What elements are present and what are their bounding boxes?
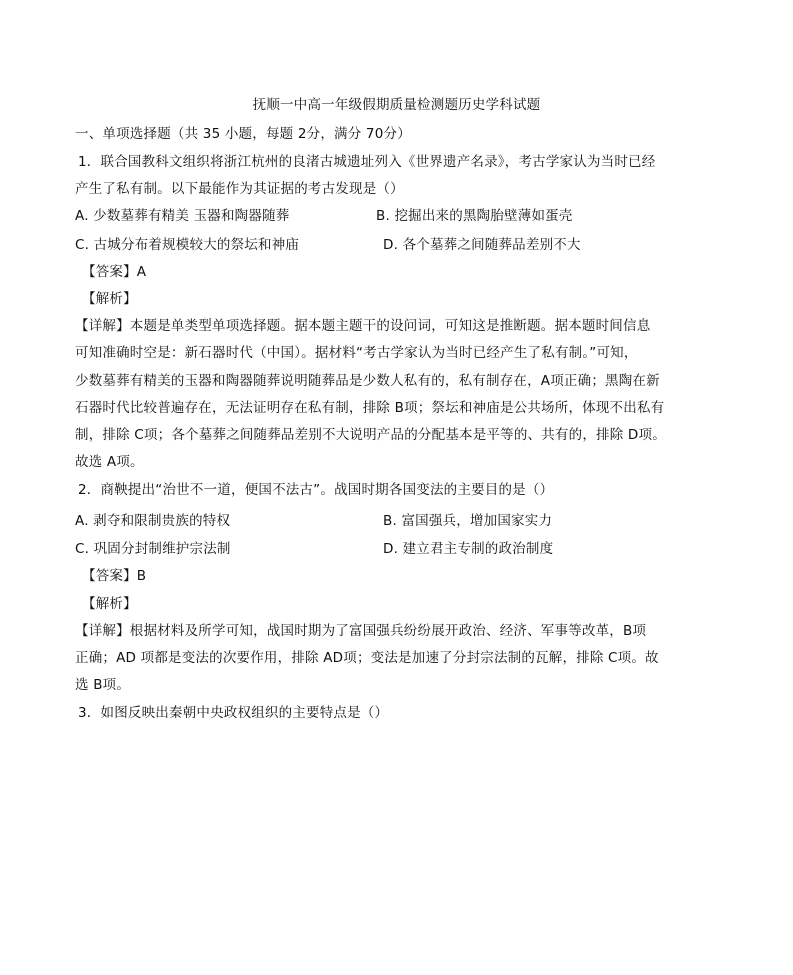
section-heading: 一、单项选择题（共 35 小题，每题 2分，满分 70分）: [75, 126, 411, 142]
q1-detail-line-3: 少数墓葬有精美的玉器和陶器随葬说明随葬品是少数人私有的，私有制存在，A项正确；黑陶在新: [75, 373, 660, 389]
q2-option-c: C. 巩固分封制维护宗法制: [75, 541, 231, 557]
q2-detail-line-1: 【详解】根据材料及所学可知，战国时期为了富国强兵纷纷展开政治、经济、军事等改革，B项: [75, 623, 647, 639]
q1-detail-line-6: 故选 A项。: [75, 454, 144, 470]
q1-detail-line-5: 制，排除 C项；各个墓葬之间随葬品差别不大说明产品的分配基本是平等的、共有的，排除 D项。: [75, 427, 666, 443]
q2-stem: 2．商鞅提出“治世不一道，便国不法古”。战国时期各国变法的主要目的是（）: [78, 482, 554, 498]
q1-stem-line-2: 产生了私有制。以下最能作为其证据的考古发现是（）: [75, 181, 404, 197]
q2-option-b: B. 富国强兵，增加国家实力: [383, 513, 553, 529]
q2-analysis-label: 【解析】: [82, 596, 137, 612]
q1-stem-line-1: 1．联合国教科文组织将浙江杭州的良渚古城遗址列入《世界遗产名录》，考古学家认为当时已经: [78, 154, 656, 170]
q2-option-a: A. 剥夺和限制贵族的特权: [75, 513, 231, 529]
q2-option-d: D. 建立君主专制的政治制度: [383, 541, 554, 557]
q1-detail-line-4: 石器时代比较普遍存在，无法证明存在私有制，排除 B项；祭坛和神庙是公共场所，体现不出私有: [75, 400, 665, 416]
q1-option-c: C. 古城分布着规模较大的祭坛和神庙: [75, 237, 300, 253]
q1-option-a: A. 少数墓葬有精美 玉器和陶器随葬: [75, 208, 290, 224]
q2-detail-line-2: 正确；AD 项都是变法的次要作用，排除 AD项；变法是加速了分封宗法制的瓦解，排除 C项。故: [75, 650, 659, 666]
q1-detail-line-1: 【详解】本题是单类型单项选择题。据本题主题干的设问词，可知这是推断题。据本题时间信息: [75, 318, 651, 334]
q1-answer: 【答案】A: [82, 264, 147, 280]
q1-option-d: D. 各个墓葬之间随葬品差别不大: [383, 237, 581, 253]
q2-detail-line-3: 选 B项。: [75, 677, 131, 693]
page-title: 抚顺一中高一年级假期质量检测题历史学科试题: [252, 97, 541, 113]
q1-analysis-label: 【解析】: [82, 291, 137, 307]
q3-stem: 3．如图反映出秦朝中央政权组织的主要特点是（）: [78, 705, 389, 721]
q2-answer: 【答案】B: [82, 568, 147, 584]
q1-option-b: B. 挖掘出来的黑陶胎壁薄如蛋壳: [376, 208, 573, 224]
q1-detail-line-2: 可知准确时空是：新石器时代（中国）。据材料“考古学家认为当时已经产生了私有制。”可知，: [75, 345, 638, 361]
